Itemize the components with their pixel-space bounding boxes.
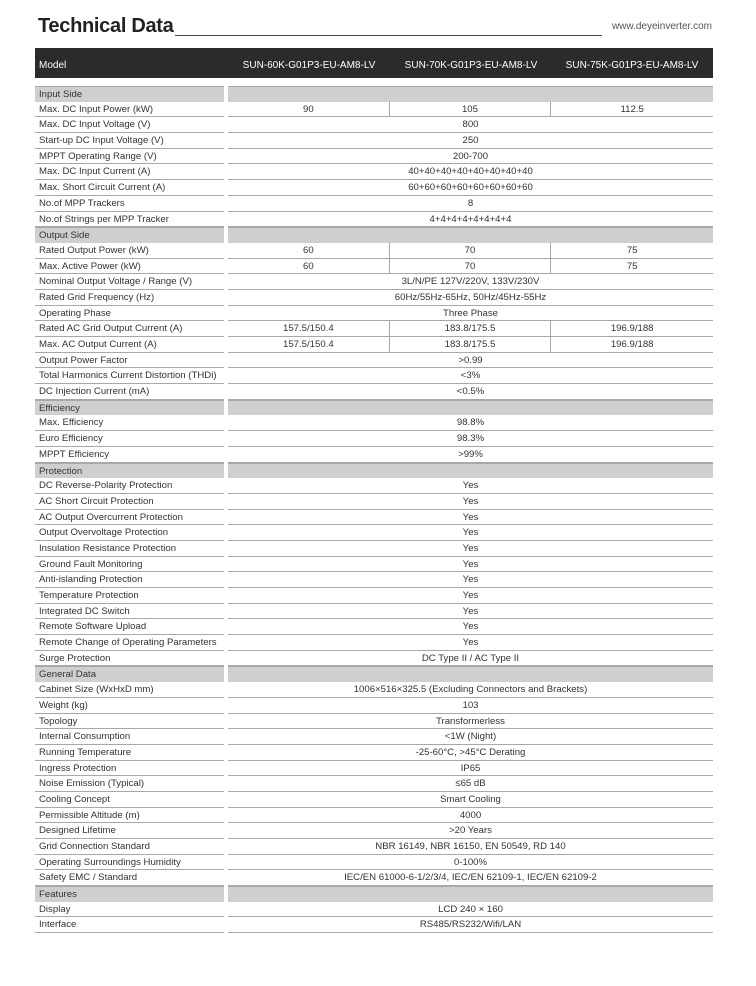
- row-label: Cabinet Size (WxHxD mm): [35, 682, 224, 698]
- row-label: Cooling Concept: [35, 792, 224, 808]
- row-label: Max. AC Output Current (A): [35, 337, 224, 353]
- value-cell-shared: 200-700: [228, 149, 713, 165]
- value-cell-shared: Yes: [228, 635, 713, 651]
- table-row: [35, 619, 713, 635]
- row-label: Rated AC Grid Output Current (A): [35, 321, 224, 337]
- table-row: [35, 478, 713, 494]
- row-label: Insulation Resistance Protection: [35, 541, 224, 557]
- row-label: AC Output Overcurrent Protection: [35, 510, 224, 526]
- table-row: [35, 588, 713, 604]
- table-row: [35, 525, 713, 541]
- value-cell-model-2: 183.8/175.5: [390, 337, 552, 353]
- section-header: [35, 227, 713, 243]
- table-row: [35, 243, 713, 259]
- table-row: [35, 745, 713, 761]
- value-cell-shared: -25-60°C, >45°C Derating: [228, 745, 713, 761]
- value-cell-model-1: 60: [228, 243, 390, 259]
- value-cell-shared: >99%: [228, 447, 713, 463]
- value-cell-shared: 40+40+40+40+40+40+40+40: [228, 164, 713, 180]
- table-row: [35, 180, 713, 196]
- table-row: [35, 164, 713, 180]
- row-label: Ground Fault Monitoring: [35, 557, 224, 573]
- website-link[interactable]: www.deyeinverter.com: [611, 21, 712, 32]
- section-header: [35, 886, 713, 902]
- value-cell-model-2: 70: [390, 259, 552, 275]
- row-label: Operating Surroundings Humidity: [35, 855, 224, 871]
- row-label: Nominal Output Voltage / Range (V): [35, 274, 224, 290]
- row-label: AC Short Circuit Protection: [35, 494, 224, 510]
- row-label: Remote Change of Operating Parameters: [35, 635, 224, 651]
- value-cell-shared: >20 Years: [228, 823, 713, 839]
- header-model-2: SUN-70K-G01P3-EU-AM8-LV: [404, 60, 538, 71]
- value-cell-shared: LCD 240 × 160: [228, 902, 713, 918]
- value-cell-shared: 60Hz/55Hz-65Hz, 50Hz/45Hz-55Hz: [228, 290, 713, 306]
- value-cell-shared: 60+60+60+60+60+60+60+60: [228, 180, 713, 196]
- row-label: Permissible Altitude (m): [35, 808, 224, 824]
- table-row: [35, 510, 713, 526]
- value-cell-shared: 103: [228, 698, 713, 714]
- value-cell-model-3: 196.9/188: [551, 321, 713, 337]
- table-row: [35, 102, 713, 118]
- value-cell-shared: Yes: [228, 510, 713, 526]
- spec-table: [35, 86, 713, 933]
- value-cell-shared: Yes: [228, 604, 713, 620]
- row-label: DC Injection Current (mA): [35, 384, 224, 400]
- section-fill: [228, 666, 713, 682]
- value-cell-shared: 4+4+4+4+4+4+4+4: [228, 212, 713, 228]
- section-header: [35, 463, 713, 479]
- table-row: [35, 149, 713, 165]
- value-cell-shared: Yes: [228, 494, 713, 510]
- section-label: Features: [35, 886, 224, 902]
- value-cell-shared: <3%: [228, 368, 713, 384]
- table-row: [35, 117, 713, 133]
- section-header: [35, 400, 713, 416]
- section-fill: [228, 400, 713, 416]
- row-label: Start-up DC Input Voltage (V): [35, 133, 224, 149]
- value-cell-model-3: 75: [551, 243, 713, 259]
- value-cell-shared: 1006×516×325.5 (Excluding Connectors and Brackets): [228, 682, 713, 698]
- row-label: Safety EMC / Standard: [35, 870, 224, 886]
- value-cell-model-3: 75: [551, 259, 713, 275]
- value-cell-model-2: 70: [390, 243, 552, 259]
- row-label: Max. Active Power (kW): [35, 259, 224, 275]
- row-label: Max. DC Input Voltage (V): [35, 117, 224, 133]
- section-label: General Data: [35, 666, 224, 682]
- section-fill: [228, 886, 713, 902]
- table-row: [35, 306, 713, 322]
- table-row: [35, 839, 713, 855]
- section-label: Output Side: [35, 227, 224, 243]
- section-fill: [228, 86, 713, 102]
- value-cell-shared: DC Type II / AC Type II: [228, 651, 713, 667]
- table-row: [35, 384, 713, 400]
- header-model-1: SUN-60K-G01P3-EU-AM8-LV: [242, 60, 376, 71]
- row-label: Display: [35, 902, 224, 918]
- section-fill: [228, 227, 713, 243]
- value-cell-shared: <0.5%: [228, 384, 713, 400]
- value-cell-shared: IP65: [228, 761, 713, 777]
- value-cell-shared: 8: [228, 196, 713, 212]
- value-cell-model-1: 157.5/150.4: [228, 337, 390, 353]
- value-cell-model-2: 183.8/175.5: [390, 321, 552, 337]
- value-cell-shared: 250: [228, 133, 713, 149]
- row-label: Topology: [35, 714, 224, 730]
- row-label: Running Temperature: [35, 745, 224, 761]
- value-cell-shared: Transformerless: [228, 714, 713, 730]
- table-row: [35, 917, 713, 933]
- table-header: [35, 48, 713, 78]
- table-row: [35, 604, 713, 620]
- header-model-label: Model: [39, 60, 67, 71]
- table-row: [35, 902, 713, 918]
- table-row: [35, 368, 713, 384]
- table-row: [35, 855, 713, 871]
- row-label: Surge Protection: [35, 651, 224, 667]
- table-row: [35, 776, 713, 792]
- value-cell-shared: 0-100%: [228, 855, 713, 871]
- row-label: Max. DC Input Power (kW): [35, 102, 224, 118]
- row-label: Euro Efficiency: [35, 431, 224, 447]
- row-label: Grid Connection Standard: [35, 839, 224, 855]
- row-label: Interface: [35, 917, 224, 933]
- value-cell-shared: RS485/RS232/Wifi/LAN: [228, 917, 713, 933]
- value-cell-shared: NBR 16149, NBR 16150, EN 50549, RD 140: [228, 839, 713, 855]
- table-row: [35, 321, 713, 337]
- value-cell-shared: >0.99: [228, 353, 713, 369]
- table-row: [35, 870, 713, 886]
- row-label: Max. Efficiency: [35, 415, 224, 431]
- value-cell-shared: Yes: [228, 541, 713, 557]
- table-row: [35, 557, 713, 573]
- table-row: [35, 353, 713, 369]
- table-row: [35, 572, 713, 588]
- row-label: DC Reverse-Polarity Protection: [35, 478, 224, 494]
- value-cell-shared: Yes: [228, 588, 713, 604]
- row-label: Output Power Factor: [35, 353, 224, 369]
- table-row: [35, 729, 713, 745]
- table-row: [35, 290, 713, 306]
- value-cell-model-3: 196.9/188: [551, 337, 713, 353]
- table-row: [35, 337, 713, 353]
- value-cell-shared: Yes: [228, 557, 713, 573]
- value-cell-shared: ≤65 dB: [228, 776, 713, 792]
- row-label: Operating Phase: [35, 306, 224, 322]
- value-cell-shared: <1W (Night): [228, 729, 713, 745]
- value-cell-shared: Three Phase: [228, 306, 713, 322]
- table-row: [35, 635, 713, 651]
- row-label: Ingress Protection: [35, 761, 224, 777]
- table-row: [35, 792, 713, 808]
- table-row: [35, 541, 713, 557]
- table-row: [35, 274, 713, 290]
- row-label: Rated Grid Frequency (Hz): [35, 290, 224, 306]
- table-row: [35, 651, 713, 667]
- section-header: [35, 86, 713, 102]
- row-label: MPPT Efficiency: [35, 447, 224, 463]
- value-cell-shared: 4000: [228, 808, 713, 824]
- row-label: Temperature Protection: [35, 588, 224, 604]
- row-label: Integrated DC Switch: [35, 604, 224, 620]
- section-label: Efficiency: [35, 400, 224, 416]
- row-label: Max. DC Input Current (A): [35, 164, 224, 180]
- value-cell-model-1: 60: [228, 259, 390, 275]
- table-row: [35, 494, 713, 510]
- table-row: [35, 682, 713, 698]
- row-label: Output Overvoltage Protection: [35, 525, 224, 541]
- value-cell-model-1: 157.5/150.4: [228, 321, 390, 337]
- table-row: [35, 259, 713, 275]
- value-cell-model-3: 112.5: [551, 102, 713, 118]
- value-cell-model-2: 105: [390, 102, 552, 118]
- title-divider: [175, 35, 602, 36]
- row-label: No.of Strings per MPP Tracker: [35, 212, 224, 228]
- table-row: [35, 808, 713, 824]
- table-row: [35, 415, 713, 431]
- row-label: No.of MPP Trackers: [35, 196, 224, 212]
- table-row: [35, 698, 713, 714]
- table-row: [35, 212, 713, 228]
- value-cell-shared: Yes: [228, 525, 713, 541]
- value-cell-shared: 800: [228, 117, 713, 133]
- table-row: [35, 447, 713, 463]
- value-cell-shared: Yes: [228, 619, 713, 635]
- table-row: [35, 714, 713, 730]
- row-label: Remote Software Upload: [35, 619, 224, 635]
- table-row: [35, 761, 713, 777]
- section-fill: [228, 463, 713, 479]
- table-row: [35, 133, 713, 149]
- section-label: Input Side: [35, 86, 224, 102]
- row-label: Designed Lifetime: [35, 823, 224, 839]
- row-label: Rated Output Power (kW): [35, 243, 224, 259]
- value-cell-shared: 3L/N/PE 127V/220V, 133V/230V: [228, 274, 713, 290]
- row-label: Anti-islanding Protection: [35, 572, 224, 588]
- row-label: Max. Short Circuit Current (A): [35, 180, 224, 196]
- page-title: Technical Data: [38, 15, 174, 37]
- table-row: [35, 823, 713, 839]
- value-cell-model-1: 90: [228, 102, 390, 118]
- row-label: Internal Consumption: [35, 729, 224, 745]
- row-label: Weight (kg): [35, 698, 224, 714]
- value-cell-shared: IEC/EN 61000-6-1/2/3/4, IEC/EN 62109-1, IEC/EN 62109-2: [228, 870, 713, 886]
- value-cell-shared: 98.3%: [228, 431, 713, 447]
- section-label: Protection: [35, 463, 224, 479]
- header-model-3: SUN-75K-G01P3-EU-AM8-LV: [565, 60, 699, 71]
- value-cell-shared: Yes: [228, 572, 713, 588]
- value-cell-shared: Yes: [228, 478, 713, 494]
- value-cell-shared: Smart Cooling: [228, 792, 713, 808]
- section-header: [35, 666, 713, 682]
- table-row: [35, 196, 713, 212]
- row-label: Noise Emission (Typical): [35, 776, 224, 792]
- row-label: MPPT Operating Range (V): [35, 149, 224, 165]
- row-label: Total Harmonics Current Distortion (THDi): [35, 368, 224, 384]
- table-row: [35, 431, 713, 447]
- value-cell-shared: 98.8%: [228, 415, 713, 431]
